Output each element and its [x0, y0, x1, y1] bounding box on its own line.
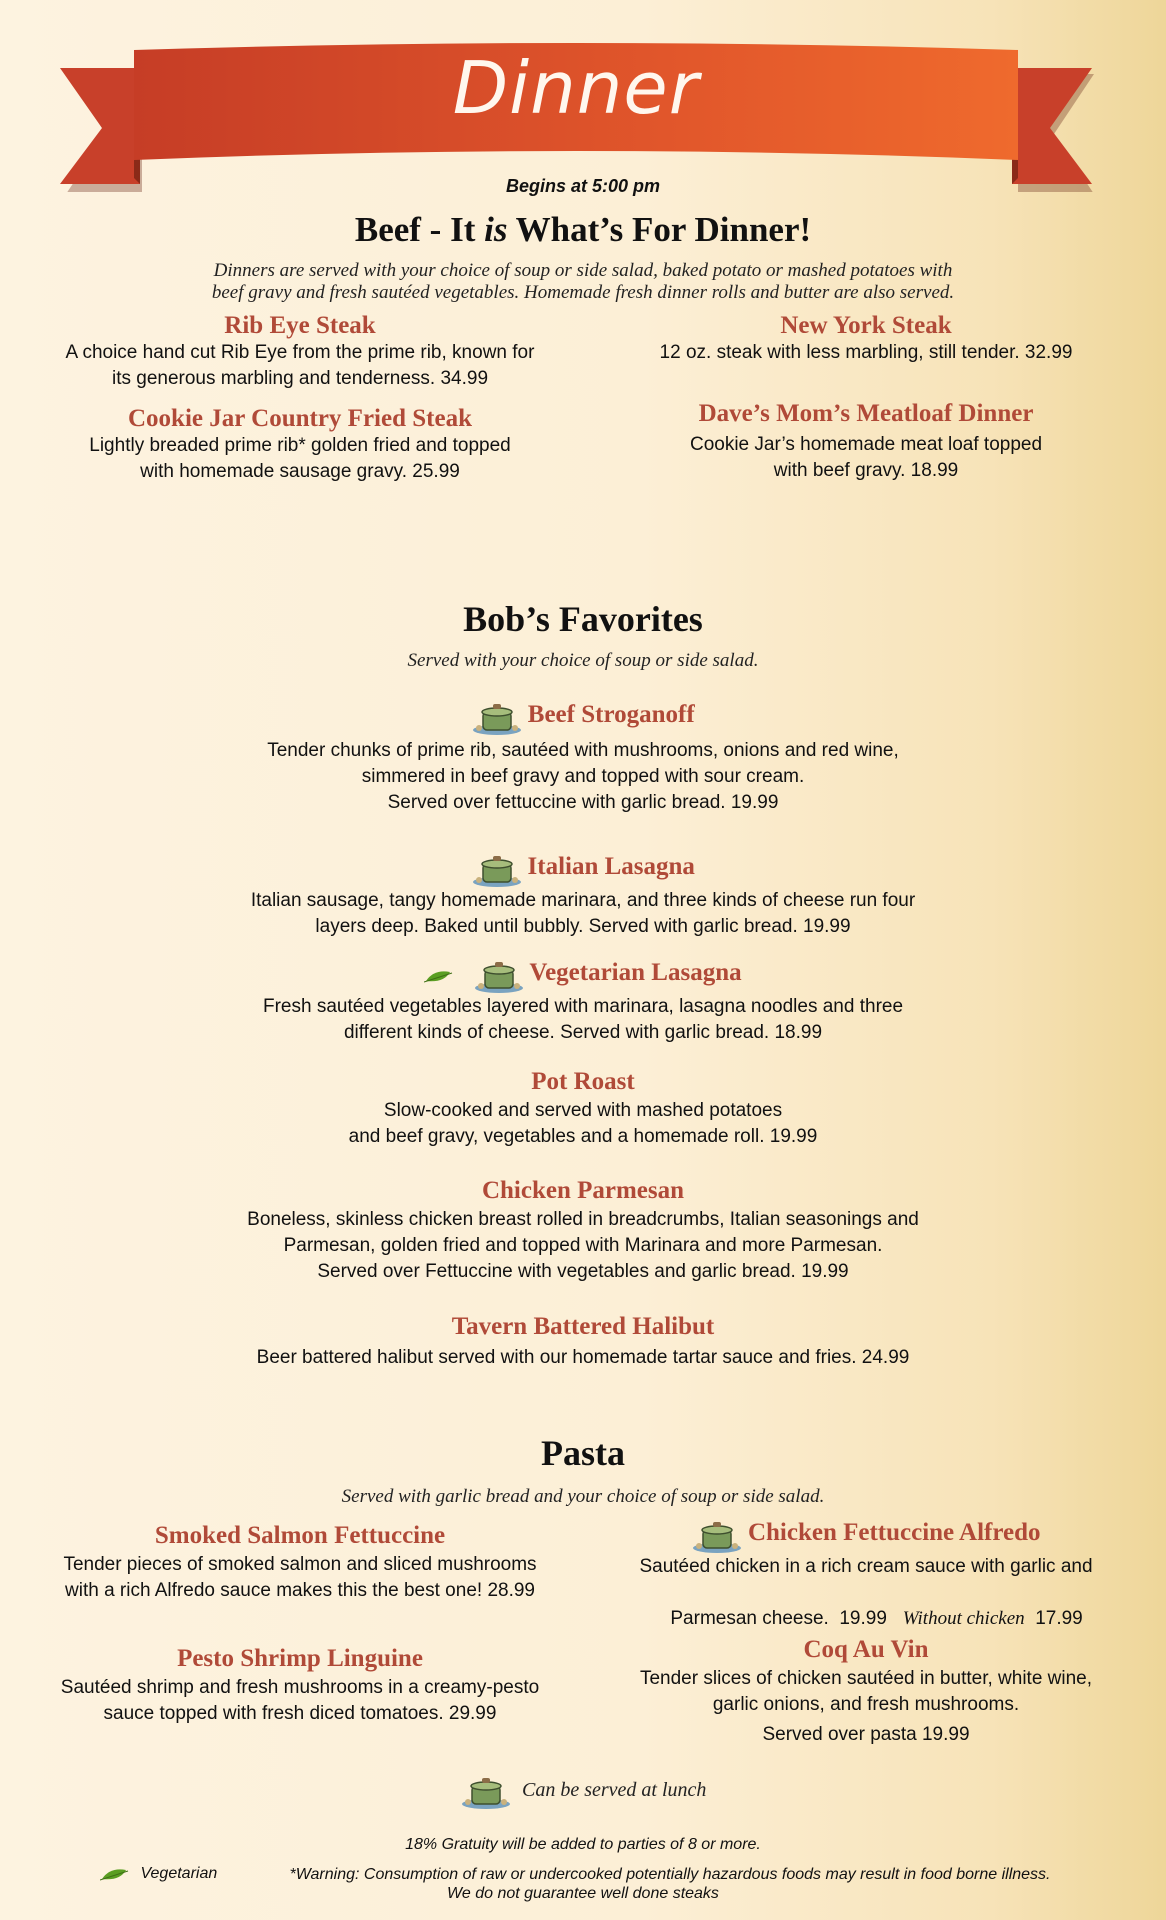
menu-item-pesto-shrimp [40, 1645, 560, 1727]
menu-item-meatloaf [606, 400, 1126, 484]
item-title: Rib Eye Steak [224, 312, 376, 339]
item-desc: Boneless, skinless chicken breast rolled in breadcrumbs, Italian seasonings and [247, 1209, 919, 1230]
item-desc: Italian sausage, tangy homemade marinara, and three kinds of cheese run four [250, 890, 916, 911]
item-title: Beef Stroganoff [527, 701, 695, 729]
menu-item-italian-lasagna [183, 852, 983, 940]
menu-item-new-york [606, 312, 1126, 366]
item-desc: Beer battered halibut served with our homemade tartar sauce and fries. 24.99 [256, 1347, 910, 1368]
lunch-pot-icon [471, 852, 523, 888]
menu-item-coq-au-vin [606, 1636, 1126, 1748]
item-title: Pesto Shrimp Linguine [177, 1645, 423, 1672]
beef-heading [0, 210, 1166, 250]
lunch-pot-icon [691, 1518, 743, 1554]
item-desc: its generous marbling and tenderness. 34.99 [111, 368, 489, 389]
vegetarian-legend [100, 1865, 260, 1883]
menu-item-halibut [183, 1313, 983, 1371]
item-desc: Lightly breaded prime rib* golden fried and topped [89, 435, 511, 456]
begins-time: Begins at 5:00 pm [505, 176, 661, 196]
item-desc: Served over pasta 19.99 [762, 1724, 970, 1745]
lunch-legend [0, 1774, 1166, 1810]
beef-heading-em: is [484, 210, 508, 249]
menu-item-country-fried [40, 405, 560, 485]
item-title: Smoked Salmon Fettuccine [154, 1522, 446, 1549]
item-desc: Tender pieces of smoked salmon and sliced mushrooms [63, 1554, 537, 1575]
item-title: Italian Lasagna [527, 853, 695, 881]
item-title: Pot Roast [531, 1068, 635, 1095]
warning-note [250, 1865, 1090, 1885]
item-title: Cookie Jar Country Fried Steak [128, 405, 472, 432]
item-title: Chicken Fettuccine Alfredo [747, 1519, 1041, 1547]
item-desc: Served over Fettuccine with vegetables and garlic bread. 19.99 [317, 1261, 849, 1282]
menu-item-stroganoff [183, 700, 983, 816]
item-desc: Cookie Jar’s homemade meat loaf topped [689, 434, 1043, 455]
banner-title: Dinner [452, 46, 700, 130]
item-desc: simmered in beef gravy and topped with sour cream. [361, 766, 805, 787]
item-desc-option: Without chicken [902, 1608, 1025, 1629]
item-desc: Parmesan, golden fried and topped with Marinara and more Parmesan. [283, 1235, 883, 1256]
menu-item-smoked-salmon [40, 1522, 560, 1604]
warning-line: *Warning: Consumption of raw or undercooked potentially hazardous foods may result in food borne illness. [289, 1866, 1051, 1883]
item-desc: sauce topped with fresh diced tomatoes. 29.99 [103, 1703, 497, 1724]
item-desc: with a rich Alfredo sauce makes this the best one! 28.99 [65, 1580, 535, 1601]
item-desc: with beef gravy. 18.99 [773, 460, 959, 481]
item-desc-main: Parmesan cheese. 19.99 [670, 1608, 903, 1629]
lunch-pot-icon [471, 700, 523, 736]
item-desc: Served over fettuccine with garlic bread. 19.99 [387, 792, 779, 813]
lunch-pot-icon [473, 958, 525, 994]
item-title-row [183, 958, 983, 994]
item-desc: 12 oz. steak with less marbling, still tender. 32.99 [659, 342, 1073, 363]
item-desc: Slow-cooked and served with mashed potatoes [383, 1100, 783, 1121]
item-title-row [183, 852, 983, 888]
menu-item-vegetarian-lasagna [183, 958, 983, 1046]
vegetarian-leaf-icon [424, 969, 454, 983]
item-title: Dave’s Mom’s Meatloaf Dinner [698, 400, 1034, 427]
item-desc-option-price: 17.99 [1024, 1608, 1083, 1629]
menu-item-rib-eye [40, 312, 560, 392]
item-title: New York Steak [780, 312, 952, 339]
item-title: Chicken Parmesan [481, 1177, 685, 1204]
vegetarian-legend-label: Vegetarian [140, 1865, 218, 1882]
item-desc: Sautéed shrimp and fresh mushrooms in a creamy-pesto [60, 1677, 540, 1698]
beef-heading-pre: Beef - It [354, 210, 485, 249]
item-desc: and beef gravy, vegetables and a homemade roll. 19.99 [348, 1126, 818, 1147]
item-title: Coq Au Vin [803, 1636, 929, 1663]
beef-heading-post: What’s For Dinner! [507, 210, 812, 249]
beef-note [0, 260, 1166, 304]
lunch-legend-label: Can be served at lunch [522, 1779, 707, 1802]
pasta-note: Served with garlic bread and your choice of soup or side salad. [341, 1486, 825, 1507]
item-desc: Tender chunks of prime rib, sautéed with mushrooms, onions and red wine, [267, 740, 899, 761]
favorites-heading: Bob’s Favorites [463, 599, 703, 639]
item-desc: Sautéed chicken in a rich cream sauce with garlic and [639, 1556, 1093, 1577]
gratuity-note: 18% Gratuity will be added to parties of 8 or more. [405, 1836, 761, 1853]
beef-note-line: beef gravy and fresh sautéed vegetables. Homemade fresh dinner rolls and butter are also served. [211, 282, 955, 303]
item-desc: layers deep. Baked until bubbly. Served with garlic bread. 19.99 [315, 916, 851, 937]
dinner-banner [56, 42, 1096, 192]
item-desc: A choice hand cut Rib Eye from the prime rib, known for [65, 342, 535, 363]
menu-item-pot-roast [183, 1068, 983, 1150]
item-title-row [606, 1518, 1126, 1554]
item-desc: different kinds of cheese. Served with garlic bread. 18.99 [343, 1022, 823, 1043]
item-desc: garlic onions, and fresh mushrooms. [712, 1694, 1020, 1715]
favorites-note: Served with your choice of soup or side salad. [407, 650, 759, 671]
vegetarian-leaf-icon [100, 1867, 130, 1881]
item-title: Tavern Battered Halibut [451, 1313, 715, 1340]
item-title-row [183, 700, 983, 736]
item-desc: with homemade sausage gravy. 25.99 [140, 461, 460, 482]
beef-note-line: Dinners are served with your choice of soup or side salad, baked potato or mashed potatoes with [213, 260, 953, 281]
pasta-heading: Pasta [541, 1433, 625, 1473]
lunch-pot-icon [460, 1774, 512, 1810]
item-title: Vegetarian Lasagna [529, 959, 742, 987]
item-desc: Tender slices of chicken sautéed in butter, white wine, [639, 1668, 1093, 1689]
steaks-note: We do not guarantee well done steaks [447, 1885, 719, 1902]
menu-item-chicken-parmesan [183, 1177, 983, 1285]
item-desc: Fresh sautéed vegetables layered with marinara, lasagna noodles and three [262, 996, 904, 1017]
